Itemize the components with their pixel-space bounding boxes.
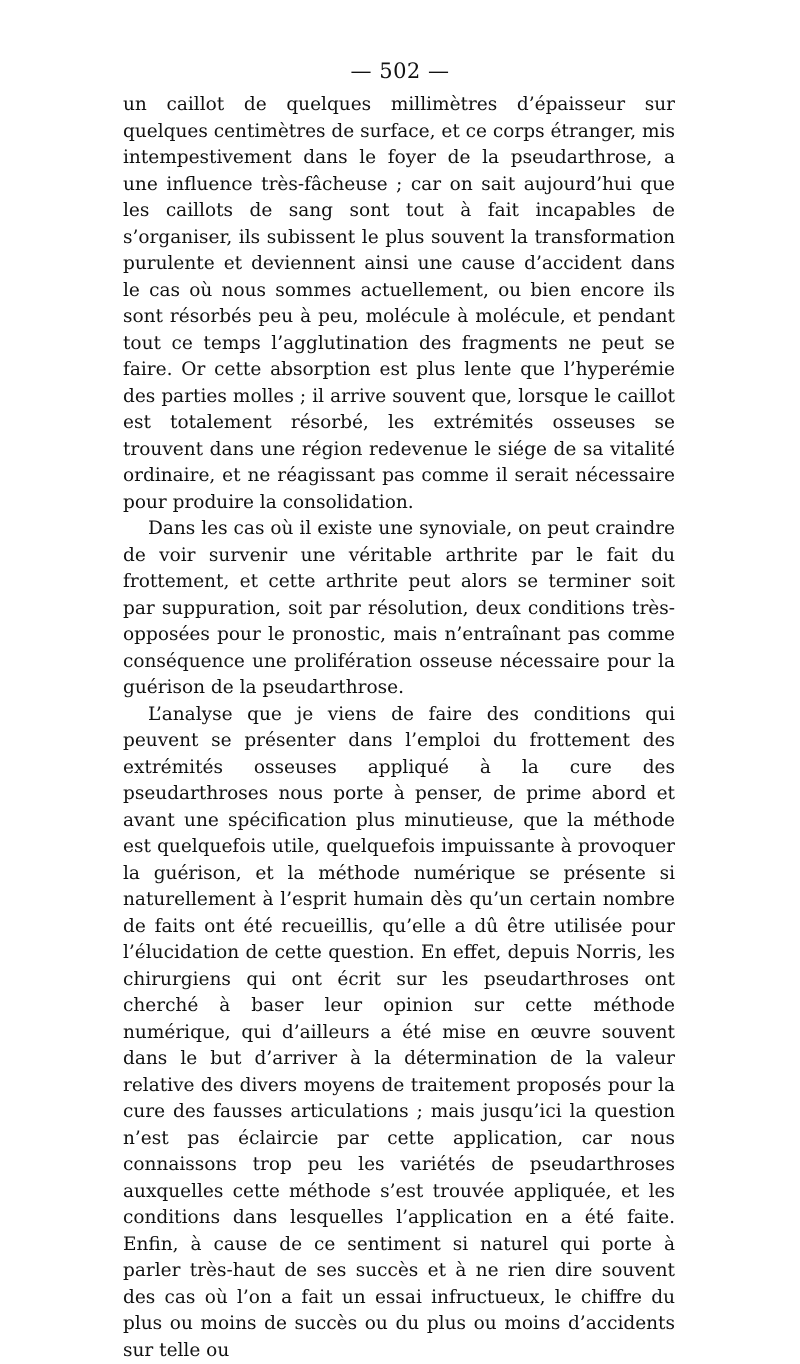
paragraph-3: L’analyse que je viens de faire des conditions qui peuvent se présenter dans l’emploi du frottement des extrémités osseuses appliqué à la cure des pseudarthroses nous porte à penser, de prime abord et avant une spécification plus minutieuse, que la méthode est quelquefois utile, quelquefois impuissante à provoquer la guérison, et la méthode numérique se présente si naturellement à l’esprit humain dès qu’un certain nombre de faits ont été recueillis, qu’elle a dû être utilisée pour l’élucidation de cette question. En effet, depuis Norris, les chirurgiens qui ont écrit sur les pseudarthroses ont cherché à baser leur opinion sur cette méthode numérique, qui d’ailleurs a été mise en œuvre souvent dans le but d’arriver à la détermination de la valeur relative des divers moyens de traitement proposés pour la cure des fausses articulations ; mais jusqu’ici la question n’est pas éclaircie par cette application, car nous connaissons trop peu les variétés de pseudarthroses auxquelles cette méthode s’est trouvée appliquée, et les conditions dans lesquelles l’application en a été faite. Enfin, à cause de ce sentiment si naturel qui porte à parler très-haut de ses succès et à ne rien dire souvent des cas où l’on a fait un essai infructueux, le chiffre du plus ou moins de succès ou du plus ou moins d’accidents sur telle ou xyxy=(123,702,675,1364)
paragraph-1: un caillot de quelques millimètres d’épaisseur sur quelques centimètres de surface, et ce corps étranger, mis intempestivement dans le foyer de la pseudarthrose, a une influence très-fâcheuse ; car on sait aujourd’hui que les caillots de sang sont tout à fait incapables de s’organiser, ils subissent le plus souvent la transformation purulente et deviennent ainsi une cause d’accident dans le cas où nous sommes actuellement, ou bien encore ils sont résorbés peu à peu, molécule à molécule, et pendant tout ce temps l’agglutination des fragments ne peut se faire. Or cette absorption est plus lente que l’hyperémie des parties molles ; il arrive souvent que, lorsque le caillot est totalement résorbé, les extrémités osseuses se trouvent dans une région redevenue le siége de sa vitalité ordinaire, et ne réagissant pas comme il serait nécessaire pour produire la consolidation. xyxy=(123,92,675,516)
paragraph-2: Dans les cas où il existe une synoviale, on peut craindre de voir survenir une véritable arthrite par le fait du frottement, et cette arthrite peut alors se terminer soit par suppuration, soit par résolution, deux conditions très-opposées pour le pronostic, mais n’entraînant pas comme conséquence une prolifération osseuse nécessaire pour la guérison de la pseudarthrose. xyxy=(123,516,675,702)
body-text xyxy=(123,92,675,1364)
page-number: — 502 — xyxy=(0,58,800,84)
